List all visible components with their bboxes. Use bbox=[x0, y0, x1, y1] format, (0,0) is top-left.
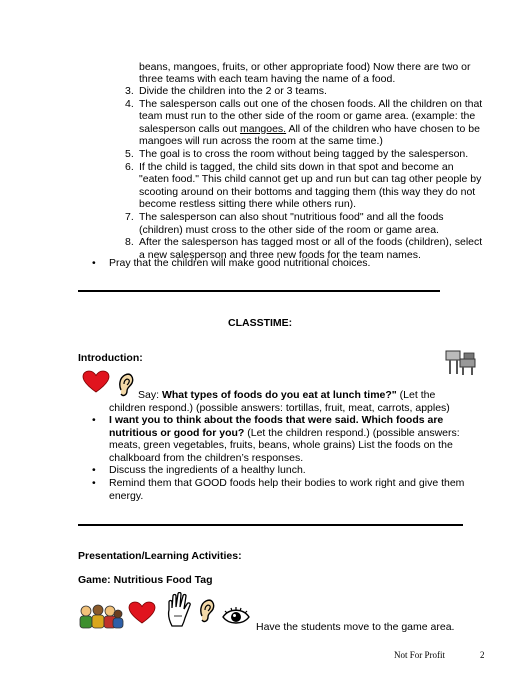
step-text: If the child is tagged, the child sits down in that spot and become an bbox=[139, 160, 454, 173]
bullet-dot: • bbox=[92, 476, 96, 489]
step-text bbox=[139, 123, 510, 136]
step-text-part: salesperson calls out bbox=[139, 122, 240, 135]
intro-bullets bbox=[92, 414, 472, 502]
step-text: The goal is to cross the room without being tagged by the salesperson. bbox=[139, 147, 469, 160]
bullet-text: meats, green vegetables, fruits, beans, whole grains) List the foods on the bbox=[109, 439, 453, 452]
game-heading: Game: Nutritious Food Tag bbox=[78, 574, 213, 586]
ear-icon bbox=[117, 372, 135, 398]
say-question-bold: What types of foods do you eat at lunch time?" bbox=[161, 389, 397, 401]
say-question-rest: (Let the bbox=[396, 389, 436, 401]
desk-icon bbox=[444, 347, 478, 377]
step-text: After the salesperson has tagged most or all of the foods (children), select bbox=[139, 236, 483, 249]
step-text: (children) must cross to the other side of the room or game area. bbox=[139, 223, 439, 236]
list-item bbox=[92, 464, 472, 477]
footer-label: Not For Profit bbox=[394, 650, 446, 660]
step-number: 4. bbox=[125, 97, 134, 110]
list-item bbox=[110, 148, 510, 161]
step-text: "eaten food." This child cannot get up and run but can tag other people by bbox=[139, 173, 482, 186]
underlined-word: mangoes. bbox=[239, 122, 287, 135]
bullet-dot: • bbox=[92, 257, 96, 269]
step-number: 8. bbox=[125, 236, 134, 249]
bullet-bold-text: I want you to think about the foods that were said. Which foods are bbox=[109, 414, 444, 426]
steps-list bbox=[110, 85, 510, 261]
list-item bbox=[110, 161, 510, 211]
list-item bbox=[92, 477, 472, 502]
pray-bullet bbox=[92, 257, 370, 270]
step-text: team must run to the other side of the room or game area. (example: the bbox=[139, 110, 476, 123]
step-text: a new salesperson and three new foods for the team names. bbox=[139, 248, 421, 261]
move-instruction: Have the students move to the game area. bbox=[256, 621, 455, 633]
step-text: The salesperson can also shout "nutritious food" and all the foods bbox=[139, 210, 444, 223]
classtime-heading: CLASSTIME: bbox=[228, 317, 293, 329]
ear-icon bbox=[198, 598, 216, 624]
step-text: mangoes will run across the room at the same time.) bbox=[139, 135, 383, 148]
eye-icon bbox=[221, 605, 251, 627]
list-item bbox=[110, 98, 510, 148]
presentation-heading: Presentation/Learning Activities: bbox=[78, 550, 242, 562]
bullet-bold-text: nutritious or good for you? bbox=[109, 426, 245, 439]
continuation-line-2: three teams with each team having the name of a food. bbox=[139, 73, 396, 85]
say-answers: children respond.) (possible answers: tortillas, fruit, meat, carrots, apples) bbox=[109, 402, 450, 414]
bullet-dot: • bbox=[92, 464, 96, 477]
say-question bbox=[138, 389, 488, 402]
introduction-heading: Introduction: bbox=[78, 352, 143, 364]
heart-icon bbox=[128, 601, 156, 625]
step-number: 5. bbox=[125, 147, 134, 160]
continuation-line-1: beans, mangoes, fruits, or other appropriate food) Now there are two or bbox=[139, 61, 471, 73]
say-label: Say: bbox=[138, 389, 162, 401]
list-item bbox=[92, 414, 472, 464]
list-item bbox=[110, 211, 510, 236]
divider-line bbox=[78, 290, 440, 292]
step-text-part: All of the children who have chosen to be bbox=[286, 122, 480, 135]
bullet-text: chalkboard from the children’s responses. bbox=[109, 451, 304, 464]
bullet-text: Pray that the children will make good nutritional choices. bbox=[109, 257, 371, 269]
heart-icon bbox=[82, 370, 110, 394]
bullet-text: energy. bbox=[109, 489, 144, 502]
step-number: 7. bbox=[125, 210, 134, 223]
step-text: scooting around on their bottoms and tagging them (this way they do not bbox=[139, 185, 476, 198]
bullet-text: (Let the children respond.) (possible answers: bbox=[244, 426, 460, 439]
page-number: 2 bbox=[480, 650, 485, 660]
bullet-text: Remind them that GOOD foods help their bodies to work right and give them bbox=[109, 476, 465, 489]
step-text: become restless sitting there while others run). bbox=[139, 198, 357, 211]
bullet-dot: • bbox=[92, 414, 96, 426]
step-number: 6. bbox=[125, 160, 134, 173]
list-item bbox=[110, 85, 510, 98]
hand-icon bbox=[166, 592, 192, 628]
step-text: Divide the children into the 2 or 3 teams. bbox=[139, 85, 327, 97]
bullet-text: Discuss the ingredients of a healthy lunch. bbox=[109, 464, 306, 477]
step-number: 3. bbox=[125, 85, 134, 97]
children-group-icon bbox=[78, 603, 124, 631]
divider-line bbox=[78, 524, 463, 526]
step-text: The salesperson calls out one of the chosen foods. All the children on that bbox=[139, 97, 483, 110]
